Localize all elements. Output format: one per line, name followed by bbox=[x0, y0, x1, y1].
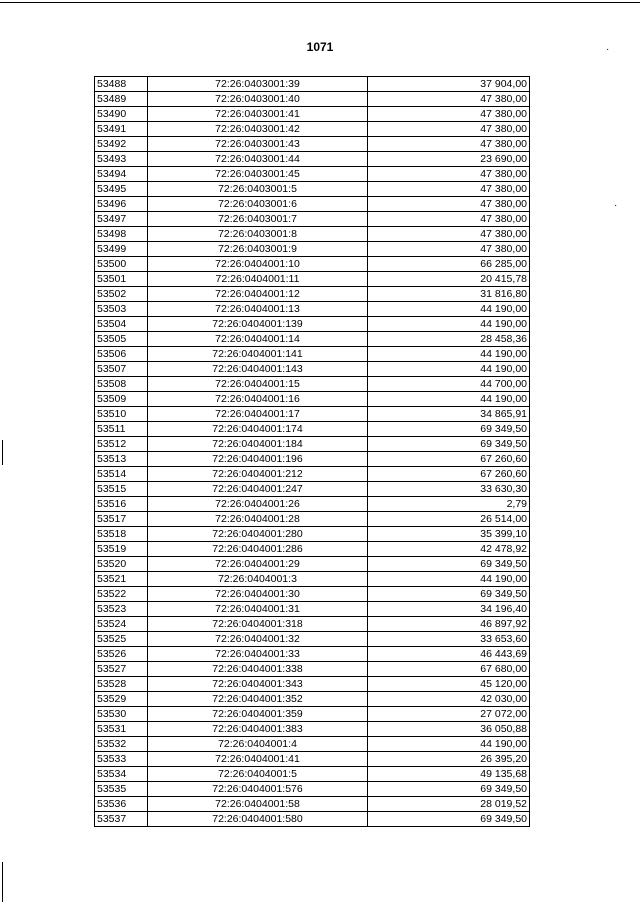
row-number: 53514 bbox=[95, 467, 148, 482]
scan-edge-mark bbox=[2, 862, 3, 902]
cadastral-value: 27 072,00 bbox=[368, 707, 530, 722]
cadastral-number: 72:26:0404001:14 bbox=[148, 332, 368, 347]
cadastral-value: 47 380,00 bbox=[368, 167, 530, 182]
cadastral-number: 72:26:0404001:33 bbox=[148, 647, 368, 662]
row-number: 53489 bbox=[95, 92, 148, 107]
cadastral-value: 45 120,00 bbox=[368, 677, 530, 692]
table-row bbox=[95, 482, 530, 497]
cadastral-number: 72:26:0404001:15 bbox=[148, 377, 368, 392]
cadastral-number: 72:26:0404001:17 bbox=[148, 407, 368, 422]
cadastral-value: 20 415,78 bbox=[368, 272, 530, 287]
cadastral-number: 72:26:0404001:196 bbox=[148, 452, 368, 467]
row-number: 53523 bbox=[95, 602, 148, 617]
table-body bbox=[95, 77, 530, 827]
row-number: 53520 bbox=[95, 557, 148, 572]
row-number: 53491 bbox=[95, 122, 148, 137]
cadastral-number: 72:26:0403001:41 bbox=[148, 107, 368, 122]
table-row bbox=[95, 587, 530, 602]
row-number: 53527 bbox=[95, 662, 148, 677]
cadastral-number: 72:26:0404001:29 bbox=[148, 557, 368, 572]
cadastral-number: 72:26:0404001:359 bbox=[148, 707, 368, 722]
table-row bbox=[95, 557, 530, 572]
table-row bbox=[95, 362, 530, 377]
row-number: 53516 bbox=[95, 497, 148, 512]
row-number: 53492 bbox=[95, 137, 148, 152]
cadastral-value: 47 380,00 bbox=[368, 92, 530, 107]
row-number: 53524 bbox=[95, 617, 148, 632]
row-number: 53494 bbox=[95, 167, 148, 182]
table-row bbox=[95, 692, 530, 707]
cadastral-number: 72:26:0404001:318 bbox=[148, 617, 368, 632]
cadastral-value: 69 349,50 bbox=[368, 782, 530, 797]
cadastral-number: 72:26:0404001:3 bbox=[148, 572, 368, 587]
cadastral-number: 72:26:0403001:9 bbox=[148, 242, 368, 257]
cadastral-number: 72:26:0404001:28 bbox=[148, 512, 368, 527]
top-border-line bbox=[0, 2, 640, 3]
table-row bbox=[95, 632, 530, 647]
row-number: 53509 bbox=[95, 392, 148, 407]
cadastral-value: 47 380,00 bbox=[368, 242, 530, 257]
table-row bbox=[95, 182, 530, 197]
cadastral-number: 72:26:0403001:40 bbox=[148, 92, 368, 107]
cadastral-value: 47 380,00 bbox=[368, 197, 530, 212]
table-row bbox=[95, 332, 530, 347]
cadastral-value: 44 190,00 bbox=[368, 392, 530, 407]
table-row bbox=[95, 527, 530, 542]
cadastral-number: 72:26:0404001:5 bbox=[148, 767, 368, 782]
cadastral-number: 72:26:0404001:576 bbox=[148, 782, 368, 797]
row-number: 53531 bbox=[95, 722, 148, 737]
row-number: 53515 bbox=[95, 482, 148, 497]
cadastral-number: 72:26:0404001:13 bbox=[148, 302, 368, 317]
cadastral-number: 72:26:0404001:383 bbox=[148, 722, 368, 737]
cadastral-number: 72:26:0403001:42 bbox=[148, 122, 368, 137]
cadastral-value: 28 458,36 bbox=[368, 332, 530, 347]
row-number: 53529 bbox=[95, 692, 148, 707]
table-row bbox=[95, 677, 530, 692]
table-row bbox=[95, 542, 530, 557]
cadastral-number: 72:26:0404001:212 bbox=[148, 467, 368, 482]
cadastral-value: 44 190,00 bbox=[368, 572, 530, 587]
table-row bbox=[95, 617, 530, 632]
cadastral-number: 72:26:0404001:16 bbox=[148, 392, 368, 407]
row-number: 53490 bbox=[95, 107, 148, 122]
scan-speck: · bbox=[606, 44, 610, 55]
cadastral-number: 72:26:0404001:10 bbox=[148, 257, 368, 272]
table-row bbox=[95, 317, 530, 332]
row-number: 53512 bbox=[95, 437, 148, 452]
cadastral-value: 33 653,60 bbox=[368, 632, 530, 647]
cadastral-number: 72:26:0404001:286 bbox=[148, 542, 368, 557]
table-row bbox=[95, 422, 530, 437]
row-number: 53526 bbox=[95, 647, 148, 662]
cadastral-value: 44 190,00 bbox=[368, 302, 530, 317]
table-row bbox=[95, 647, 530, 662]
table-row bbox=[95, 77, 530, 92]
cadastral-value: 47 380,00 bbox=[368, 212, 530, 227]
table-row bbox=[95, 572, 530, 587]
row-number: 53504 bbox=[95, 317, 148, 332]
table-row bbox=[95, 272, 530, 287]
scan-edge-mark bbox=[2, 440, 3, 465]
row-number: 53503 bbox=[95, 302, 148, 317]
row-number: 53511 bbox=[95, 422, 148, 437]
cadastral-value: 44 190,00 bbox=[368, 737, 530, 752]
cadastral-value: 2,79 bbox=[368, 497, 530, 512]
cadastral-value: 44 190,00 bbox=[368, 362, 530, 377]
cadastral-value: 23 690,00 bbox=[368, 152, 530, 167]
row-number: 53513 bbox=[95, 452, 148, 467]
page-number: 1071 bbox=[306, 40, 334, 54]
cadastral-value: 47 380,00 bbox=[368, 182, 530, 197]
cadastral-number: 72:26:0403001:39 bbox=[148, 77, 368, 92]
table-row bbox=[95, 782, 530, 797]
row-number: 53501 bbox=[95, 272, 148, 287]
cadastral-value: 35 399,10 bbox=[368, 527, 530, 542]
cadastral-number: 72:26:0404001:174 bbox=[148, 422, 368, 437]
cadastral-value: 47 380,00 bbox=[368, 137, 530, 152]
row-number: 53519 bbox=[95, 542, 148, 557]
table-row bbox=[95, 257, 530, 272]
cadastral-value: 42 030,00 bbox=[368, 692, 530, 707]
row-number: 53534 bbox=[95, 767, 148, 782]
cadastral-number: 72:26:0404001:280 bbox=[148, 527, 368, 542]
cadastral-value: 31 816,80 bbox=[368, 287, 530, 302]
table-row bbox=[95, 212, 530, 227]
table-row bbox=[95, 467, 530, 482]
table-row bbox=[95, 812, 530, 827]
table-row bbox=[95, 92, 530, 107]
row-number: 53502 bbox=[95, 287, 148, 302]
table-row bbox=[95, 407, 530, 422]
row-number: 53522 bbox=[95, 587, 148, 602]
row-number: 53525 bbox=[95, 632, 148, 647]
row-number: 53508 bbox=[95, 377, 148, 392]
row-number: 53493 bbox=[95, 152, 148, 167]
cadastral-number: 72:26:0403001:45 bbox=[148, 167, 368, 182]
cadastral-number: 72:26:0404001:32 bbox=[148, 632, 368, 647]
table-row bbox=[95, 737, 530, 752]
table-row bbox=[95, 452, 530, 467]
cadastral-value: 34 196,40 bbox=[368, 602, 530, 617]
cadastral-value: 49 135,68 bbox=[368, 767, 530, 782]
cadastral-value: 69 349,50 bbox=[368, 437, 530, 452]
cadastral-value: 69 349,50 bbox=[368, 422, 530, 437]
table-row bbox=[95, 797, 530, 812]
table-row bbox=[95, 167, 530, 182]
table-row bbox=[95, 377, 530, 392]
cadastral-number: 72:26:0404001:11 bbox=[148, 272, 368, 287]
row-number: 53496 bbox=[95, 197, 148, 212]
cadastral-value: 34 865,91 bbox=[368, 407, 530, 422]
cadastral-value: 26 395,20 bbox=[368, 752, 530, 767]
cadastral-number: 72:26:0404001:343 bbox=[148, 677, 368, 692]
table-row bbox=[95, 152, 530, 167]
cadastral-value: 33 630,30 bbox=[368, 482, 530, 497]
table-row bbox=[95, 287, 530, 302]
table-row bbox=[95, 602, 530, 617]
cadastral-number: 72:26:0403001:8 bbox=[148, 227, 368, 242]
row-number: 53536 bbox=[95, 797, 148, 812]
cadastral-number: 72:26:0404001:184 bbox=[148, 437, 368, 452]
cadastral-value: 44 700,00 bbox=[368, 377, 530, 392]
cadastral-value-table bbox=[94, 76, 530, 827]
cadastral-number: 72:26:0403001:5 bbox=[148, 182, 368, 197]
cadastral-number: 72:26:0404001:338 bbox=[148, 662, 368, 677]
row-number: 53505 bbox=[95, 332, 148, 347]
row-number: 53510 bbox=[95, 407, 148, 422]
cadastral-value: 69 349,50 bbox=[368, 812, 530, 827]
row-number: 53537 bbox=[95, 812, 148, 827]
cadastral-number: 72:26:0403001:7 bbox=[148, 212, 368, 227]
table-row bbox=[95, 512, 530, 527]
row-number: 53518 bbox=[95, 527, 148, 542]
cadastral-value: 47 380,00 bbox=[368, 107, 530, 122]
cadastral-number: 72:26:0404001:26 bbox=[148, 497, 368, 512]
cadastral-value: 42 478,92 bbox=[368, 542, 530, 557]
row-number: 53499 bbox=[95, 242, 148, 257]
row-number: 53500 bbox=[95, 257, 148, 272]
cadastral-value: 37 904,00 bbox=[368, 77, 530, 92]
row-number: 53495 bbox=[95, 182, 148, 197]
table-row bbox=[95, 497, 530, 512]
cadastral-value: 44 190,00 bbox=[368, 347, 530, 362]
cadastral-number: 72:26:0403001:6 bbox=[148, 197, 368, 212]
cadastral-value: 69 349,50 bbox=[368, 587, 530, 602]
table-row bbox=[95, 707, 530, 722]
table-row bbox=[95, 137, 530, 152]
table-row bbox=[95, 302, 530, 317]
cadastral-number: 72:26:0404001:139 bbox=[148, 317, 368, 332]
table-row bbox=[95, 722, 530, 737]
cadastral-number: 72:26:0404001:30 bbox=[148, 587, 368, 602]
row-number: 53517 bbox=[95, 512, 148, 527]
cadastral-number: 72:26:0404001:41 bbox=[148, 752, 368, 767]
table-row bbox=[95, 122, 530, 137]
cadastral-value: 44 190,00 bbox=[368, 317, 530, 332]
row-number: 53533 bbox=[95, 752, 148, 767]
row-number: 53528 bbox=[95, 677, 148, 692]
row-number: 53535 bbox=[95, 782, 148, 797]
table-row bbox=[95, 392, 530, 407]
row-number: 53506 bbox=[95, 347, 148, 362]
row-number: 53497 bbox=[95, 212, 148, 227]
cadastral-number: 72:26:0404001:141 bbox=[148, 347, 368, 362]
row-number: 53530 bbox=[95, 707, 148, 722]
table-row bbox=[95, 662, 530, 677]
cadastral-number: 72:26:0404001:4 bbox=[148, 737, 368, 752]
cadastral-value: 26 514,00 bbox=[368, 512, 530, 527]
cadastral-value: 47 380,00 bbox=[368, 227, 530, 242]
table-row bbox=[95, 437, 530, 452]
scan-speck: · bbox=[614, 200, 618, 211]
table-row bbox=[95, 197, 530, 212]
cadastral-value: 69 349,50 bbox=[368, 557, 530, 572]
row-number: 53532 bbox=[95, 737, 148, 752]
cadastral-number: 72:26:0403001:43 bbox=[148, 137, 368, 152]
cadastral-value: 67 680,00 bbox=[368, 662, 530, 677]
cadastral-value: 46 443,69 bbox=[368, 647, 530, 662]
cadastral-number: 72:26:0404001:580 bbox=[148, 812, 368, 827]
row-number: 53488 bbox=[95, 77, 148, 92]
table-row bbox=[95, 767, 530, 782]
cadastral-value: 66 285,00 bbox=[368, 257, 530, 272]
table-row bbox=[95, 107, 530, 122]
row-number: 53507 bbox=[95, 362, 148, 377]
cadastral-value: 28 019,52 bbox=[368, 797, 530, 812]
cadastral-number: 72:26:0404001:247 bbox=[148, 482, 368, 497]
cadastral-value: 47 380,00 bbox=[368, 122, 530, 137]
table-row bbox=[95, 752, 530, 767]
row-number: 53521 bbox=[95, 572, 148, 587]
table-row bbox=[95, 242, 530, 257]
row-number: 53498 bbox=[95, 227, 148, 242]
table-row bbox=[95, 227, 530, 242]
cadastral-number: 72:26:0404001:352 bbox=[148, 692, 368, 707]
cadastral-number: 72:26:0404001:12 bbox=[148, 287, 368, 302]
cadastral-number: 72:26:0404001:143 bbox=[148, 362, 368, 377]
cadastral-number: 72:26:0404001:31 bbox=[148, 602, 368, 617]
cadastral-value: 46 897,92 bbox=[368, 617, 530, 632]
cadastral-value: 67 260,60 bbox=[368, 452, 530, 467]
cadastral-value: 36 050,88 bbox=[368, 722, 530, 737]
cadastral-number: 72:26:0403001:44 bbox=[148, 152, 368, 167]
table-row bbox=[95, 347, 530, 362]
cadastral-value: 67 260,60 bbox=[368, 467, 530, 482]
cadastral-number: 72:26:0404001:58 bbox=[148, 797, 368, 812]
